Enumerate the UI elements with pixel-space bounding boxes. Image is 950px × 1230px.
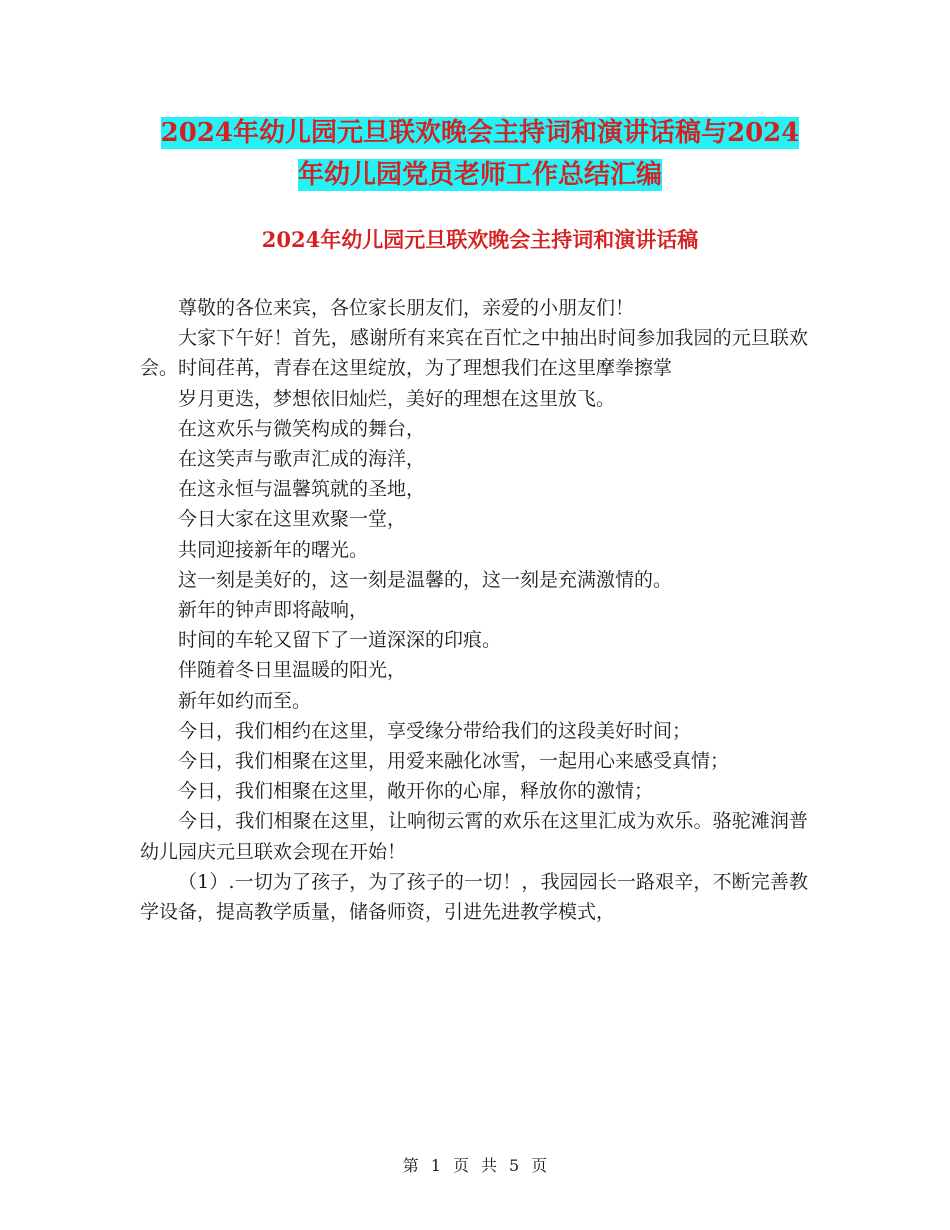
- paragraph: 在这欢乐与微笑构成的舞台，: [178, 417, 426, 440]
- paragraph: 今日，我们相聚在这里，让响彻云霄的欢乐在这里汇成为欢乐。骆驼滩润普幼儿园庆元旦联欢会现在开始！: [140, 810, 808, 863]
- main-title-line-2: 年幼儿园党员老师工作总结汇编: [297, 160, 662, 190]
- document-body: [140, 293, 808, 927]
- paragraph: 在这笑声与歌声汇成的海洋，: [178, 448, 426, 471]
- paragraph: 尊敬的各位来宾，各位家长朋友们，亲爱的小朋友们！: [178, 297, 635, 319]
- paragraph: 共同迎接新年的曙光。: [178, 538, 369, 561]
- paragraph: 新年如约而至。: [178, 689, 312, 712]
- paragraph: 今日，我们相聚在这里，敞开你的心扉，释放你的激情；: [178, 780, 654, 803]
- main-title-line-1: 2024年幼儿园元旦联欢晚会主持词和演讲话稿与2024: [160, 118, 800, 148]
- page-label: 第: [402, 1156, 419, 1175]
- paragraph: （1）.一切为了孩子，为了孩子的一切！，我园园长一路艰辛，不断完善教学设备，提高教学质量，储备师资，引进先进教学模式，: [140, 870, 808, 924]
- paragraph: 今日大家在这里欢聚一堂，: [178, 508, 407, 531]
- total-unit: 页: [531, 1156, 548, 1175]
- page-footer: [0, 1153, 950, 1176]
- page-number: 1: [430, 1156, 441, 1175]
- paragraph: 在这永恒与温馨筑就的圣地，: [178, 478, 426, 501]
- page-unit: 页: [452, 1156, 469, 1175]
- paragraph: 大家下午好！首先，感谢所有来宾在百忙之中抽出时间参加我园的元旦联欢会。时间荏苒，青春在这里绽放，为了理想我们在这里摩拳擦掌: [140, 327, 808, 380]
- paragraph: 今日，我们相聚在这里，用爱来融化冰雪，一起用心来感受真情；: [178, 750, 730, 773]
- paragraph: 时间的车轮又留下了一道深深的印痕。: [178, 629, 502, 652]
- paragraph: 伴随着冬日里温暖的阳光，: [178, 659, 407, 682]
- paragraph: 岁月更迭，梦想依旧灿烂，美好的理想在这里放飞。: [178, 387, 616, 410]
- document-main-title: [140, 112, 820, 196]
- total-label: 共: [481, 1156, 498, 1175]
- section-title: 2024年幼儿园元旦联欢晚会主持词和演讲话稿: [261, 227, 699, 252]
- paragraph: 新年的钟声即将敲响，: [178, 599, 369, 622]
- paragraph: 今日，我们相约在这里，享受缘分带给我们的这段美好时间；: [178, 719, 692, 742]
- paragraph: 这一刻是美好的，这一刻是温馨的，这一刻是充满激情的。: [178, 568, 673, 591]
- total-pages: 5: [509, 1156, 520, 1175]
